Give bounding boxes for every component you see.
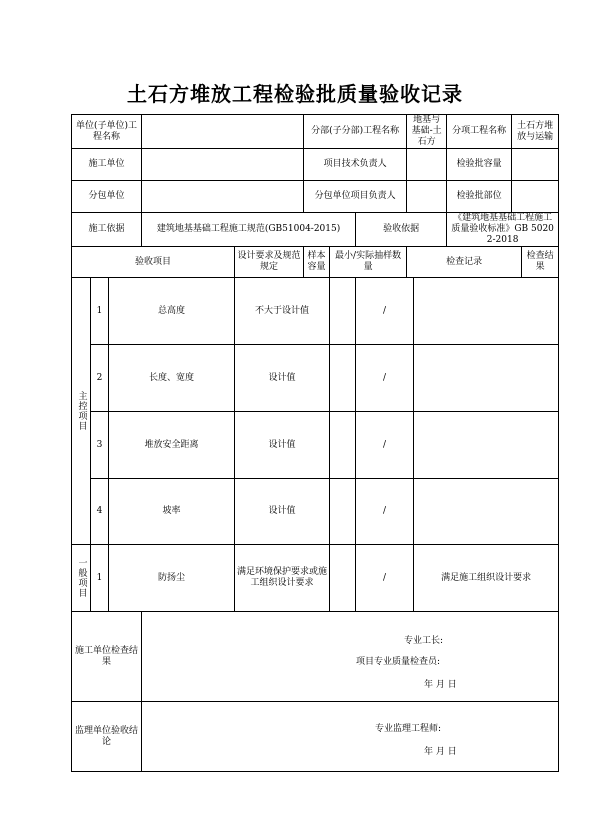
table-row	[72, 479, 559, 545]
division-name-label: 分部(子分部)工程名称	[304, 115, 407, 149]
item-sample-size[interactable]	[330, 278, 356, 345]
contractor-signature-area[interactable]	[142, 612, 559, 702]
item-name: 堆放安全距离	[109, 412, 235, 479]
item-name: 防扬尘	[109, 545, 235, 612]
column-header-row	[72, 247, 559, 278]
foreman-label: 专业工长:	[404, 636, 444, 646]
quality-inspector-label: 项目专业质量检查员:	[356, 657, 441, 667]
item-record[interactable]	[414, 278, 559, 345]
col-record-header: 检查记录	[407, 247, 522, 278]
table-row	[72, 545, 559, 612]
item-number: 2	[91, 345, 109, 412]
item-record[interactable]: 满足施工组织设计要求	[414, 545, 559, 612]
item-sample-size[interactable]	[330, 345, 356, 412]
acceptance-basis-value: 《建筑地基基础工程施工质量验收标准》GB 50202-2018	[447, 213, 559, 247]
item-number: 3	[91, 412, 109, 479]
supervisor-result-label: 监理单位验收结论	[72, 702, 142, 772]
construction-basis-value: 建筑地基基础工程施工规范(GB51004-2015)	[142, 213, 356, 247]
batch-capacity-value[interactable]	[512, 149, 559, 181]
construction-basis-label: 施工依据	[72, 213, 142, 247]
item-requirement: 设计值	[235, 479, 330, 545]
item-sample-size[interactable]	[330, 412, 356, 479]
sub-lead-value[interactable]	[407, 181, 447, 213]
batch-location-value[interactable]	[512, 181, 559, 213]
batch-capacity-label: 检验批容量	[447, 149, 512, 181]
header-row-basis	[72, 213, 559, 247]
supervisor-date: 年 月 日	[424, 747, 457, 757]
subcontractor-label: 分包单位	[72, 181, 142, 213]
batch-location-label: 检验批部位	[447, 181, 512, 213]
unit-name-label: 单位(子单位)工程名称	[72, 115, 142, 149]
main-control-group-label: 主控项目	[72, 278, 91, 545]
item-min-actual: /	[356, 278, 414, 345]
general-group-label: 一般项目	[72, 545, 91, 612]
tech-lead-label: 项目技术负责人	[304, 149, 407, 181]
col-requirement-header: 设计要求及规范规定	[235, 247, 304, 278]
item-record[interactable]	[414, 479, 559, 545]
item-record[interactable]	[414, 412, 559, 479]
item-min-actual: /	[356, 545, 414, 612]
sub-lead-label: 分包单位项目负责人	[304, 181, 407, 213]
contractor-result-row	[72, 612, 559, 702]
inspection-record-table	[71, 114, 559, 772]
item-min-actual: /	[356, 345, 414, 412]
item-number: 4	[91, 479, 109, 545]
supervisor-result-row	[72, 702, 559, 772]
supervising-engineer-label: 专业监理工程师:	[375, 724, 442, 734]
col-result-header: 检查结果	[522, 247, 559, 278]
table-row	[72, 412, 559, 479]
item-requirement: 不大于设计值	[235, 278, 330, 345]
item-sample-size[interactable]	[330, 545, 356, 612]
contractor-label: 施工单位	[72, 149, 142, 181]
tech-lead-value[interactable]	[407, 149, 447, 181]
item-name: 坡率	[109, 479, 235, 545]
contractor-date: 年 月 日	[424, 680, 457, 690]
item-requirement: 设计值	[235, 345, 330, 412]
item-name: 总高度	[109, 278, 235, 345]
item-min-actual: /	[356, 479, 414, 545]
page-title: 土石方堆放工程检验批质量验收记录	[127, 82, 463, 106]
header-row-unit	[72, 115, 559, 149]
acceptance-basis-label: 验收依据	[356, 213, 447, 247]
item-number: 1	[91, 545, 109, 612]
subitem-name-label: 分项工程名称	[447, 115, 512, 149]
contractor-value[interactable]	[142, 149, 304, 181]
item-min-actual: /	[356, 412, 414, 479]
item-name: 长度、宽度	[109, 345, 235, 412]
subitem-name-value[interactable]: 土石方堆放与运输	[512, 115, 559, 149]
supervisor-signature-area[interactable]	[142, 702, 559, 772]
table-row	[72, 278, 559, 345]
division-name-value[interactable]: 地基与基础-土石方	[407, 115, 447, 149]
item-number: 1	[91, 278, 109, 345]
header-row-contractor	[72, 149, 559, 181]
unit-name-value[interactable]	[142, 115, 304, 149]
col-min-actual-header: 最小/实际抽样数量	[330, 247, 407, 278]
header-row-subcontractor	[72, 181, 559, 213]
col-item-header: 验收项目	[72, 247, 235, 278]
col-sample-header: 样本容量	[304, 247, 330, 278]
item-sample-size[interactable]	[330, 479, 356, 545]
contractor-result-label: 施工单位检查结果	[72, 612, 142, 702]
item-record[interactable]	[414, 345, 559, 412]
table-row	[72, 345, 559, 412]
item-requirement: 满足环境保护要求或施工组织设计要求	[235, 545, 330, 612]
subcontractor-value[interactable]	[142, 181, 304, 213]
item-requirement: 设计值	[235, 412, 330, 479]
